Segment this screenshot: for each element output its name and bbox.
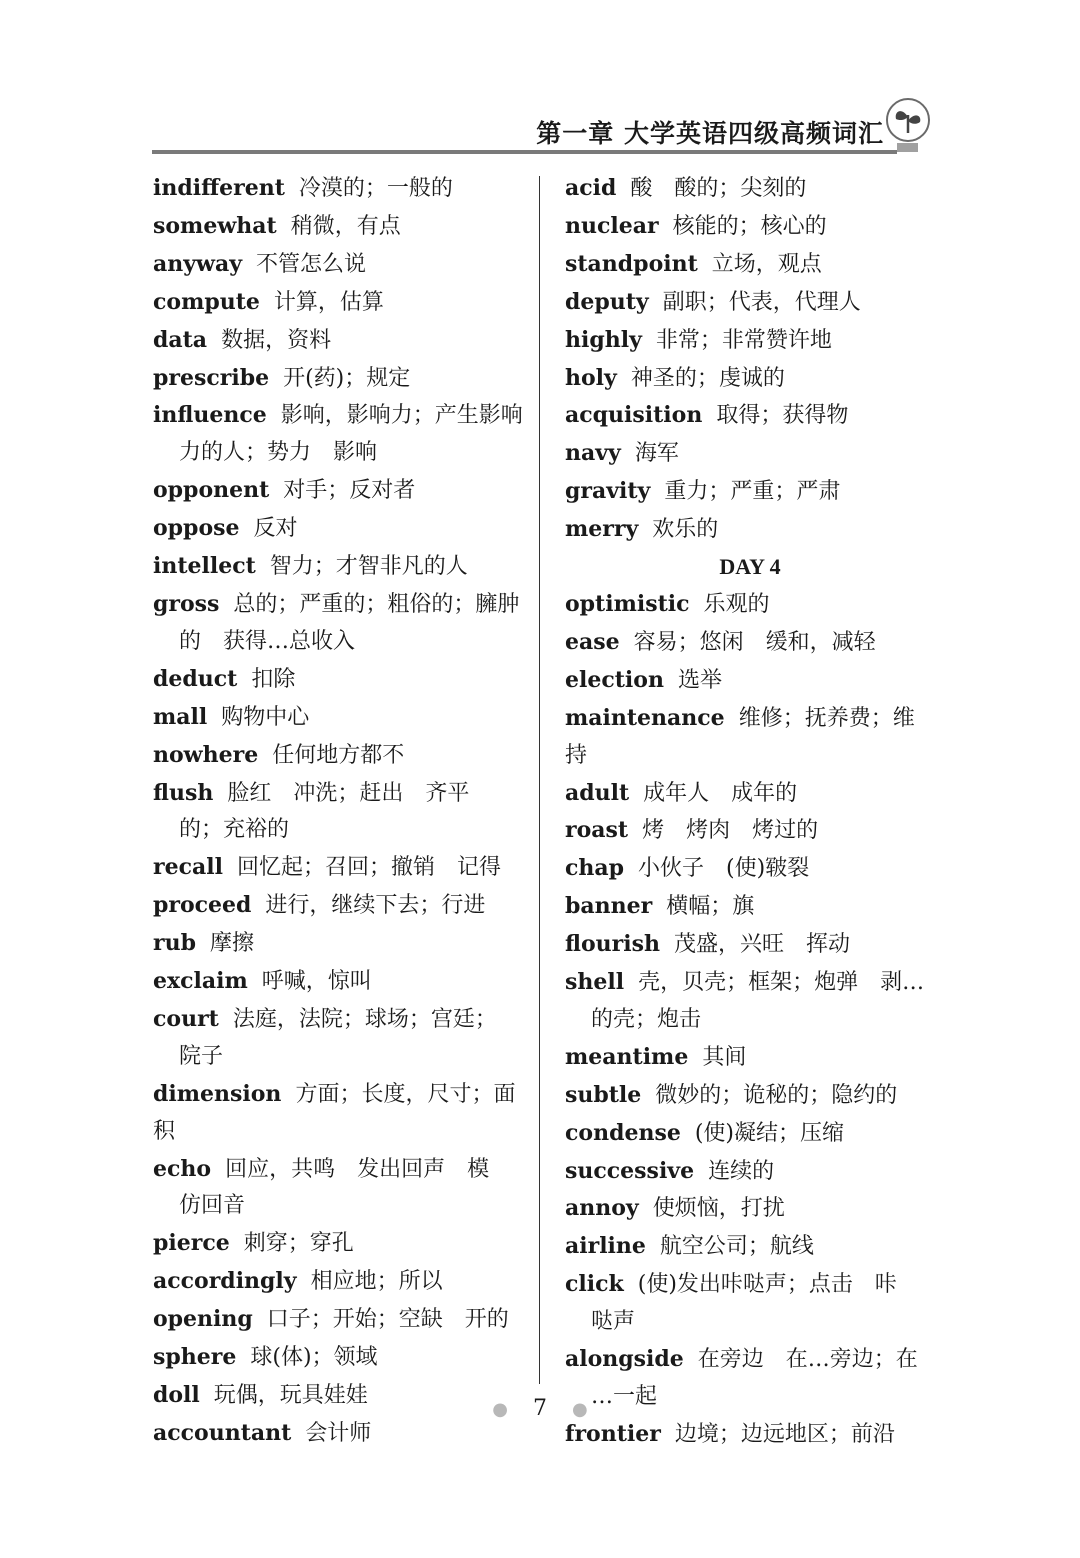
vocab-word: intellect [153,553,256,580]
vocab-entry [565,322,935,360]
vocab-definition: 边境；边远地区；前沿 [674,1421,895,1447]
vocab-definition: 数据，资料 [221,327,332,353]
vocab-entry [565,1266,935,1341]
column-divider [539,176,540,1384]
vocab-word: mall [153,703,208,730]
vocab-definition: 核能的；核心的 [672,213,827,239]
vocab-entry [565,926,935,964]
vocab-entry [565,1115,935,1153]
vocab-definition: 使烦恼，打扰 [652,1196,785,1222]
vocab-definition: 烤 烤肉 烤过的 [642,818,819,844]
page-footer [0,1396,1080,1421]
vocab-definition: 方面；长度，尺寸；面积 [153,1081,516,1144]
vocab-definition: 开(药)；规定 [283,365,411,391]
vocab-entry [565,284,935,322]
vocab-entry [153,510,523,548]
vocab-word: prescribe [153,364,270,391]
vocab-entry [153,737,523,775]
vocab-definition: 扣除 [251,666,296,692]
vocab-entry [153,849,523,887]
vocab-word: proceed [153,892,252,919]
vocab-definition: 重力；严重；严肃 [664,479,841,505]
vocab-definition: 成年人 成年的 [643,780,798,806]
vocab-entry [565,246,935,284]
vocab-word: roast [565,817,629,844]
chapter-title: 第一章 大学英语四级高频词汇 [536,119,884,148]
vocab-definition: 神圣的；虔诚的 [630,365,785,391]
vocab-word: influence [153,402,267,429]
vocab-definition: 摩擦 [209,931,254,957]
vocab-word: shell [565,969,625,996]
vocab-word: airline [565,1233,646,1260]
vocab-entry [565,1228,935,1266]
vocab-entry [153,775,523,850]
vocab-entry [153,548,523,586]
vocab-word: ease [565,628,620,655]
vocab-entry [565,1190,935,1228]
vocab-word: condense [565,1119,681,1146]
vocab-entry [153,360,523,398]
vocab-definition: 进行，继续下去；行进 [265,893,486,919]
vocab-definition: 立场，观点 [711,251,822,277]
vocab-word: flush [153,779,214,806]
vocab-definition-continued: 的壳；炮击 [591,1006,702,1032]
left-word-column [153,170,523,1453]
vocab-word: gross [153,590,220,617]
vocab-definition: 影响，影响力；产生影响 [280,403,523,429]
right-word-column [565,170,935,1454]
vocab-word: alongside [565,1346,684,1373]
vocab-definition: (使)发出咔哒声；点击 咔 [637,1272,897,1298]
vocab-word: indifferent [153,175,285,201]
vocab-word: nowhere [153,741,259,768]
vocab-word: frontier [565,1420,661,1447]
vocab-word: doll [153,1382,200,1408]
vocab-entry [153,1339,523,1377]
vocab-definition-continued: 哒声 [591,1309,636,1335]
vocab-word: merry [565,516,639,543]
vocab-word: rub [153,930,196,957]
vocab-entry [565,700,935,775]
vocab-definition: 横幅；旗 [666,894,755,920]
vocab-entry [565,1039,935,1077]
vocab-entry [565,435,935,473]
vocab-definition: 相应地；所以 [310,1269,443,1295]
header-rule-accent [897,143,918,152]
vocab-entry [153,699,523,737]
vocab-word: deputy [565,288,649,315]
vocab-definition: 计算，估算 [273,289,384,315]
vocab-word: acid [565,175,617,201]
vocab-definition: 酸 酸的；尖刻的 [630,176,807,201]
vocab-word: oppose [153,515,240,542]
vocab-entry [565,586,935,624]
vocab-definition: 连续的 [708,1158,775,1184]
vocab-word: dimension [153,1080,282,1107]
vocab-word: opening [153,1306,253,1333]
vocab-word: standpoint [565,250,698,277]
vocab-definition: 乐观的 [703,591,770,617]
vocab-word: compute [153,288,260,315]
vocab-word: pierce [153,1230,230,1257]
vocab-definition: 会计师 [305,1420,372,1446]
sprout-logo-icon [885,97,931,143]
vocab-definition: 壳，贝壳；框架；炮弹 剥… [638,970,925,996]
vocab-entry [565,812,935,850]
vocab-word: somewhat [153,212,277,239]
vocab-entry [565,1153,935,1191]
vocab-entry [565,511,935,549]
vocab-word: chap [565,855,625,882]
day-heading: DAY 4 [719,554,781,580]
vocab-word: highly [565,326,642,353]
vocab-definition: 脸红 冲洗；赶出 齐平 [227,780,470,806]
vocab-entry [565,964,935,1039]
vocab-definition: 不管怎么说 [256,251,367,277]
vocab-definition: 刺穿；穿孔 [243,1231,354,1257]
vocab-entry [565,624,935,662]
vocab-definition-continued: 力的人；势力 影响 [179,440,378,466]
vocab-definition: 其间 [702,1044,747,1070]
footer-dot-right: ● [572,1398,588,1420]
vocab-word: annoy [565,1195,639,1222]
vocab-word: click [565,1271,624,1298]
vocab-word: recall [153,854,223,881]
vocab-entry [153,1151,523,1226]
vocab-entry [565,1416,935,1454]
vocab-entry [153,1301,523,1339]
vocab-word: deduct [153,665,238,692]
vocab-word: adult [565,779,630,806]
vocab-definition-continued: 的 获得…总收入 [179,628,356,654]
vocab-word: subtle [565,1081,642,1108]
vocab-definition: 非常；非常赞许地 [655,327,832,353]
vocab-definition: (使)凝结；压缩 [694,1120,844,1146]
vocab-definition: 任何地方都不 [272,742,405,768]
vocab-word: meantime [565,1043,689,1070]
vocab-definition: 回忆起；召回；撤销 记得 [236,855,501,881]
vocab-definition-continued: 院子 [179,1043,224,1069]
vocab-definition: 取得；获得物 [716,403,849,429]
vocab-entry [153,208,523,246]
vocab-entry [153,284,523,322]
vocab-definition: 选举 [677,667,722,693]
vocab-entry [565,360,935,398]
vocab-entry [153,661,523,699]
vocab-word: court [153,1005,219,1032]
vocab-definition: 口子；开始；空缺 开的 [266,1307,509,1333]
vocab-definition: 智力；才智非凡的人 [269,554,468,580]
vocab-definition: 对手；反对者 [283,478,416,504]
vocab-definition: 稍微，有点 [290,213,401,239]
footer-dot-left: ● [492,1398,508,1420]
vocab-entry [153,963,523,1001]
vocab-word: nuclear [565,212,659,239]
vocab-entry [153,887,523,925]
vocab-entry [565,775,935,813]
vocab-entry [153,1225,523,1263]
vocab-definition: 副职；代表，代理人 [662,289,861,315]
vocab-definition: 玩偶，玩具娃娃 [213,1383,368,1408]
vocab-word: election [565,666,664,693]
vocab-definition: 航空公司；航线 [659,1234,814,1260]
vocab-definition: 冷漠的；一般的 [298,176,453,201]
vocab-entry [153,925,523,963]
vocab-entry [565,473,935,511]
vocab-definition: 回应，共鸣 发出回声 模 [225,1156,490,1182]
vocab-definition: 维修；抚养费；维持 [565,705,915,768]
vocab-word: exclaim [153,968,248,995]
vocab-entry [153,246,523,284]
vocab-definition: 小伙子 (使)皲裂 [638,856,810,882]
vocab-word: data [153,326,208,353]
vocab-definition: 反对 [253,516,298,542]
vocab-word: opponent [153,477,270,504]
vocab-entry [565,662,935,700]
vocab-entry [565,208,935,246]
vocab-entry [153,472,523,510]
vocab-entry [153,586,523,661]
vocab-entry [565,888,935,926]
vocab-word: sphere [153,1344,237,1371]
vocab-definition: 购物中心 [221,704,310,730]
vocab-word: optimistic [565,590,690,617]
vocab-definition: 总的；严重的；粗俗的；臃肿 [233,591,520,617]
vocab-word: anyway [153,250,243,277]
vocab-entry [565,850,935,888]
vocab-entry [153,1263,523,1301]
vocab-word: banner [565,893,653,920]
vocab-definition: 茂盛，兴旺 挥动 [674,932,851,958]
vocab-definition-continued: …一起 [591,1384,658,1409]
vocab-word: navy [565,440,621,467]
vocab-definition-continued: 的；充裕的 [179,817,290,843]
vocab-entry [153,322,523,360]
vocab-word: acquisition [565,402,703,429]
vocab-word: accordingly [153,1268,297,1295]
vocab-entry [153,170,523,208]
vocab-definition: 球(体)；领域 [250,1345,378,1371]
vocab-word: gravity [565,478,651,505]
vocab-definition-continued: 仿回音 [179,1193,246,1219]
vocab-entry [565,1077,935,1115]
page-number: 7 [533,1396,547,1421]
vocab-entry [565,397,935,435]
vocab-entry [153,1001,523,1076]
vocab-definition: 微妙的；诡秘的；隐约的 [655,1082,898,1108]
vocab-definition: 法庭，法院；球场；宫廷； [232,1006,497,1032]
vocab-word: echo [153,1155,212,1182]
vocab-word: successive [565,1157,695,1184]
vocab-entry [565,170,935,208]
vocab-definition: 海军 [634,441,679,467]
vocab-definition: 在旁边 在…旁边；在 [697,1347,918,1373]
vocab-entry [153,1076,523,1151]
vocab-word: maintenance [565,704,725,731]
vocab-definition: 呼喊，惊叫 [261,969,372,995]
vocab-definition: 容易；悠闲 缓和，减轻 [633,629,876,655]
vocab-word: accountant [153,1419,292,1446]
vocab-word: flourish [565,931,660,958]
vocab-word: holy [565,364,617,391]
header-rule [152,150,897,154]
vocab-entry [153,397,523,472]
vocab-definition: 欢乐的 [652,517,719,543]
